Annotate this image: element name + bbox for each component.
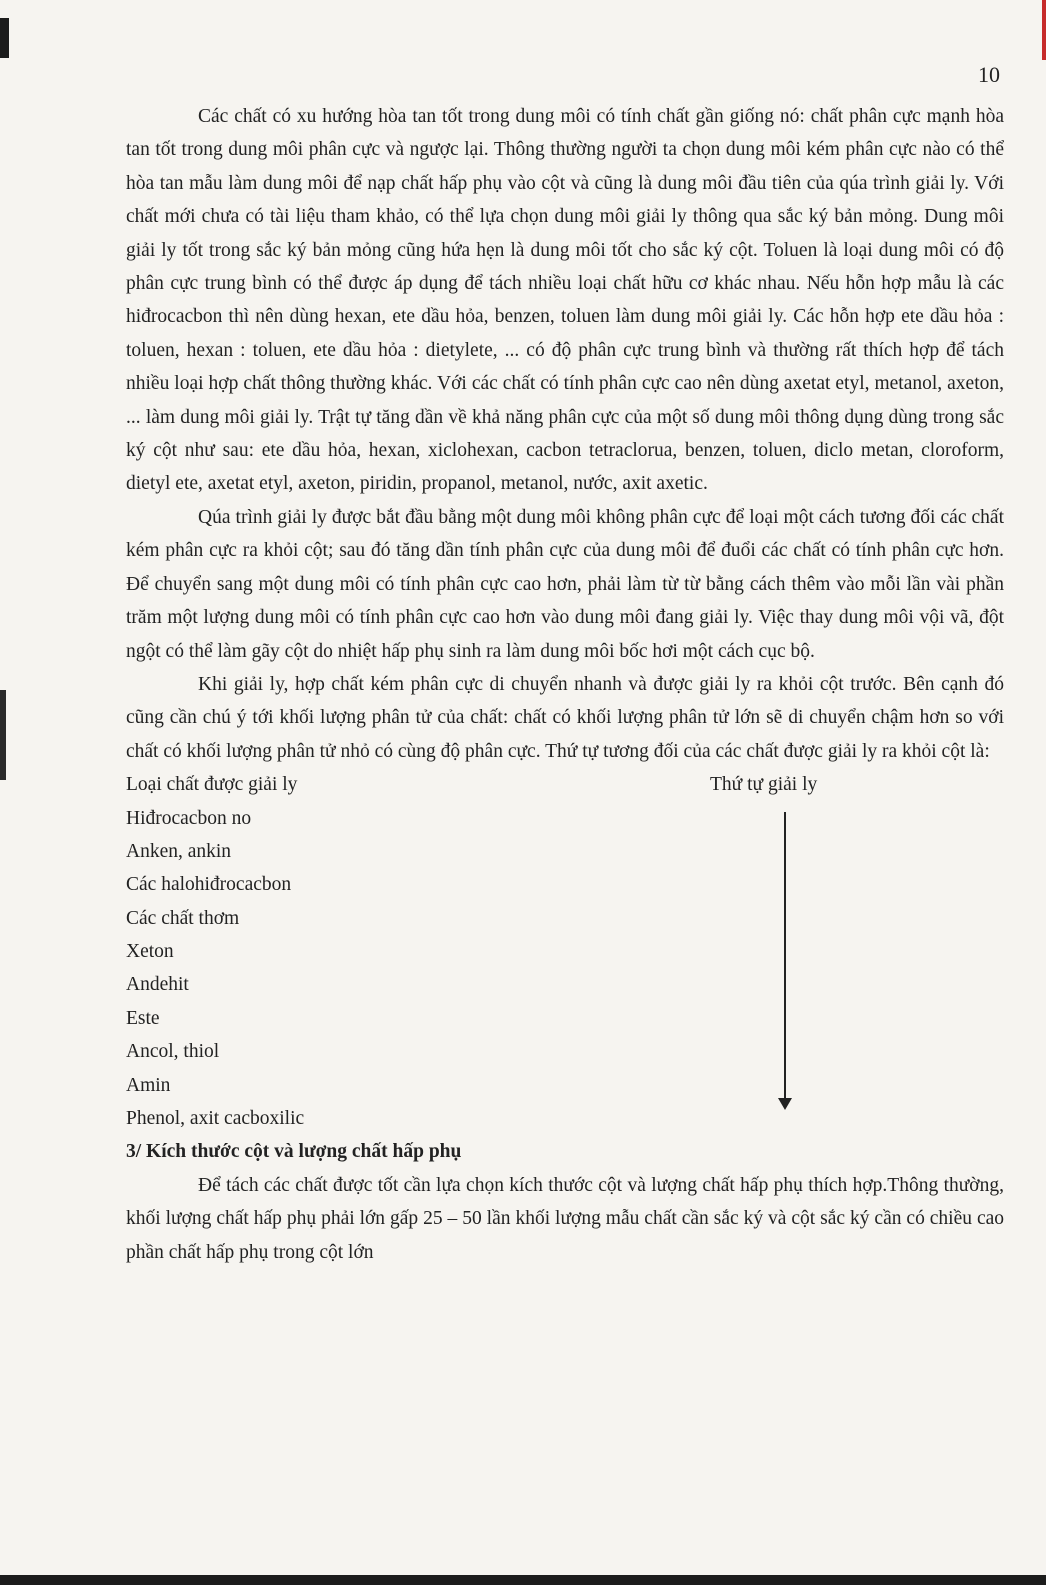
list-item: Hiđrocacbon no — [126, 807, 252, 829]
list-header-right: Thứ tự giải ly — [710, 774, 818, 796]
paragraph-text: Qúa trình giải ly được bắt đầu bằng một dung môi không phân cực để loại một cách tương đối các chất kém phân cực ra khỏi cột; sau đó tăng dần tính phân cực của dung môi để đuổi các chất có tính phân cực hơn. Để chuyển sang một dung môi có tính phân cực cao hơn, phải làm từ từ bằng cách thêm vào mỗi lần vài phần trăm một lượng dung môi có tính phân cực cao hơn vào dung môi đang giải ly. Việc thay dung môi vội vã, đột ngột có thể làm gãy cột do nhiệt hấp phụ sinh ra làm dung môi bốc hơi một cách cục bộ. — [126, 506, 1004, 662]
binding-mark — [0, 18, 9, 58]
page-edge — [1042, 0, 1046, 60]
page-edge — [0, 1575, 1046, 1585]
paragraph — [126, 668, 1004, 768]
paragraph-text: Để tách các chất được tốt cần lựa chọn kích thước cột và lượng chất hấp phụ thích hợp.Thông thường, khối lượng chất hấp phụ phải lớn gấp 25 – 50 lần khối lượng mẫu chất cần sắc ký và cột sắc ký cần có chiều cao phần chất hấp phụ trong cột lớn — [126, 1174, 1004, 1263]
list-item: Andehit — [126, 974, 189, 996]
list-item: Các chất thơm — [126, 907, 240, 929]
elution-order-list — [126, 768, 1004, 1135]
list-item: Các halohiđrocacbon — [126, 874, 292, 896]
body-text — [126, 100, 1004, 1269]
list-item: Amin — [126, 1074, 171, 1096]
down-arrow-icon — [784, 812, 786, 1102]
list-header-left: Loại chất được giải ly — [126, 774, 298, 796]
arrowhead-icon — [778, 1098, 792, 1110]
list-item: Ancol, thiol — [126, 1041, 220, 1063]
page-number: 10 — [978, 62, 1000, 87]
section-heading: 3/ Kích thước cột và lượng chất hấp phụ — [126, 1141, 462, 1163]
paragraph — [126, 1169, 1004, 1269]
list-item: Anken, ankin — [126, 840, 232, 862]
paragraph-text: Khi giải ly, hợp chất kém phân cực di chuyển nhanh và được giải ly ra khỏi cột trước. Bên cạnh đó cũng cần chú ý tới khối lượng phân tử của chất: chất có khối lượng phân tử lớn sẽ di chuyển chậm hơn so với chất có khối lượng phân tử nhỏ có cùng độ phân cực. Thứ tự tương đối của các chất được giải ly ra khỏi cột là: — [126, 673, 1004, 762]
paragraph-text: Các chất có xu hướng hòa tan tốt trong dung môi có tính chất gần giống nó: chất phân cực mạnh hòa tan tốt trong dung môi phân cực và ngược lại. Thông thường người ta chọn dung môi kém phân cực nào có thể hòa tan mẫu làm dung môi để nạp chất hấp phụ vào cột và cũng là dung môi đầu tiên của qúa trình giải ly. Với chất mới chưa có tài liệu tham khảo, có thể lựa chọn dung môi giải ly thông qua sắc ký bản mỏng. Dung môi giải ly tốt trong sắc ký bản mỏng cũng hứa hẹn là dung môi tốt cho sắc ký cột. Toluen là loại dung môi có độ phân cực trung bình có thể được áp dụng để tách nhiều loại chất hữu cơ khác nhau. Nếu hỗn hợp mẫu là các hiđrocacbon thì nên dùng hexan, ete dầu hỏa, benzen, toluen làm dung môi giải ly. Các hỗn hợp ete dầu hỏa : toluen, hexan : toluen, ete dầu hỏa : dietylete, ... có độ phân cực trung bình và thường rất thích hợp để tách nhiều loại hợp chất thông thường khác. Với các chất có tính phân cực cao nên dùng axetat etyl, metanol, axeton, ... làm dung môi giải ly. Trật tự tăng dần về khả năng phân cực của một số dung môi thông dụng dùng trong sắc ký cột như sau: ete dầu hỏa, hexan, xiclohexan, cacbon tetraclorua, benzen, toluen, diclo metan, cloroform, dietyl ete, axetat etyl, axeton, piridin, propanol, metanol, nước, axit axetic. — [126, 106, 1004, 495]
list-item: Xeton — [126, 941, 174, 963]
paragraph — [126, 501, 1004, 668]
list-item: Phenol, axit cacboxilic — [126, 1108, 305, 1130]
list-item: Este — [126, 1007, 160, 1029]
binding-mark — [0, 690, 6, 780]
list-items — [126, 802, 1004, 1136]
list-header — [126, 768, 1004, 801]
paragraph — [126, 100, 1004, 501]
